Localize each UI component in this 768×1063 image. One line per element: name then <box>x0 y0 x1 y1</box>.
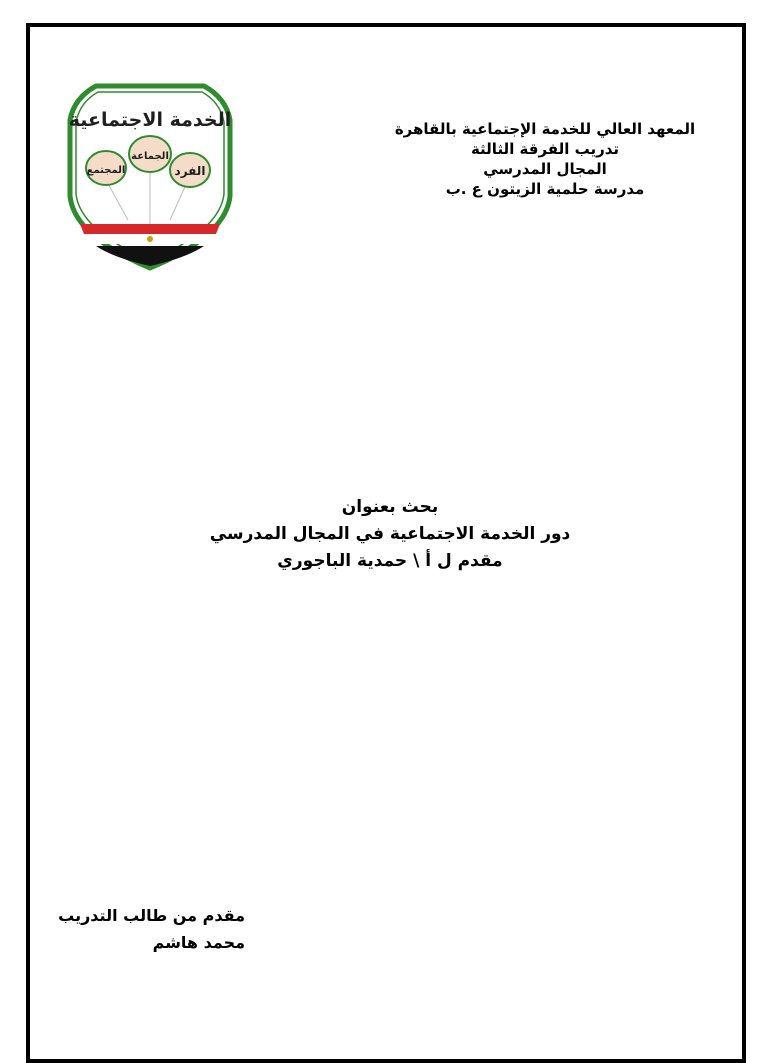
school-name: مدرسة حلمية الزيتون ع .ب <box>445 180 645 198</box>
logo-circle-center-text: الجماعة <box>131 151 169 162</box>
logo-circle-left-text: المجتمع <box>86 165 126 176</box>
submitter-label: مقدم من طالب التدريب <box>58 906 245 925</box>
social-work-emblem-logo <box>66 78 234 272</box>
research-title-block <box>150 494 630 575</box>
flag-black-band <box>96 246 204 266</box>
flag-eagle-icon <box>147 236 153 242</box>
training-field: المجال المدرسي <box>483 160 607 178</box>
institute-name: المعهد العالي للخدمة الإجتماعية بالقاهرة <box>394 120 696 138</box>
logo-circle-right-text: الفرد <box>174 164 206 178</box>
logo-banner-text: الخدمة الاجتماعية <box>68 109 232 131</box>
submitter-name: محمد هاشم <box>152 933 245 952</box>
research-topic: دور الخدمة الاجتماعية في المجال المدرسي <box>209 524 571 544</box>
training-year: تدريب الفرقة الثالثة <box>470 140 620 158</box>
flag-red-band <box>80 224 220 234</box>
submitter-block <box>40 902 245 956</box>
research-label: بحث بعنوان <box>341 497 439 517</box>
presented-to: مقدم ل أ \ حمدية الباجوري <box>277 551 503 571</box>
institution-header <box>380 119 710 199</box>
